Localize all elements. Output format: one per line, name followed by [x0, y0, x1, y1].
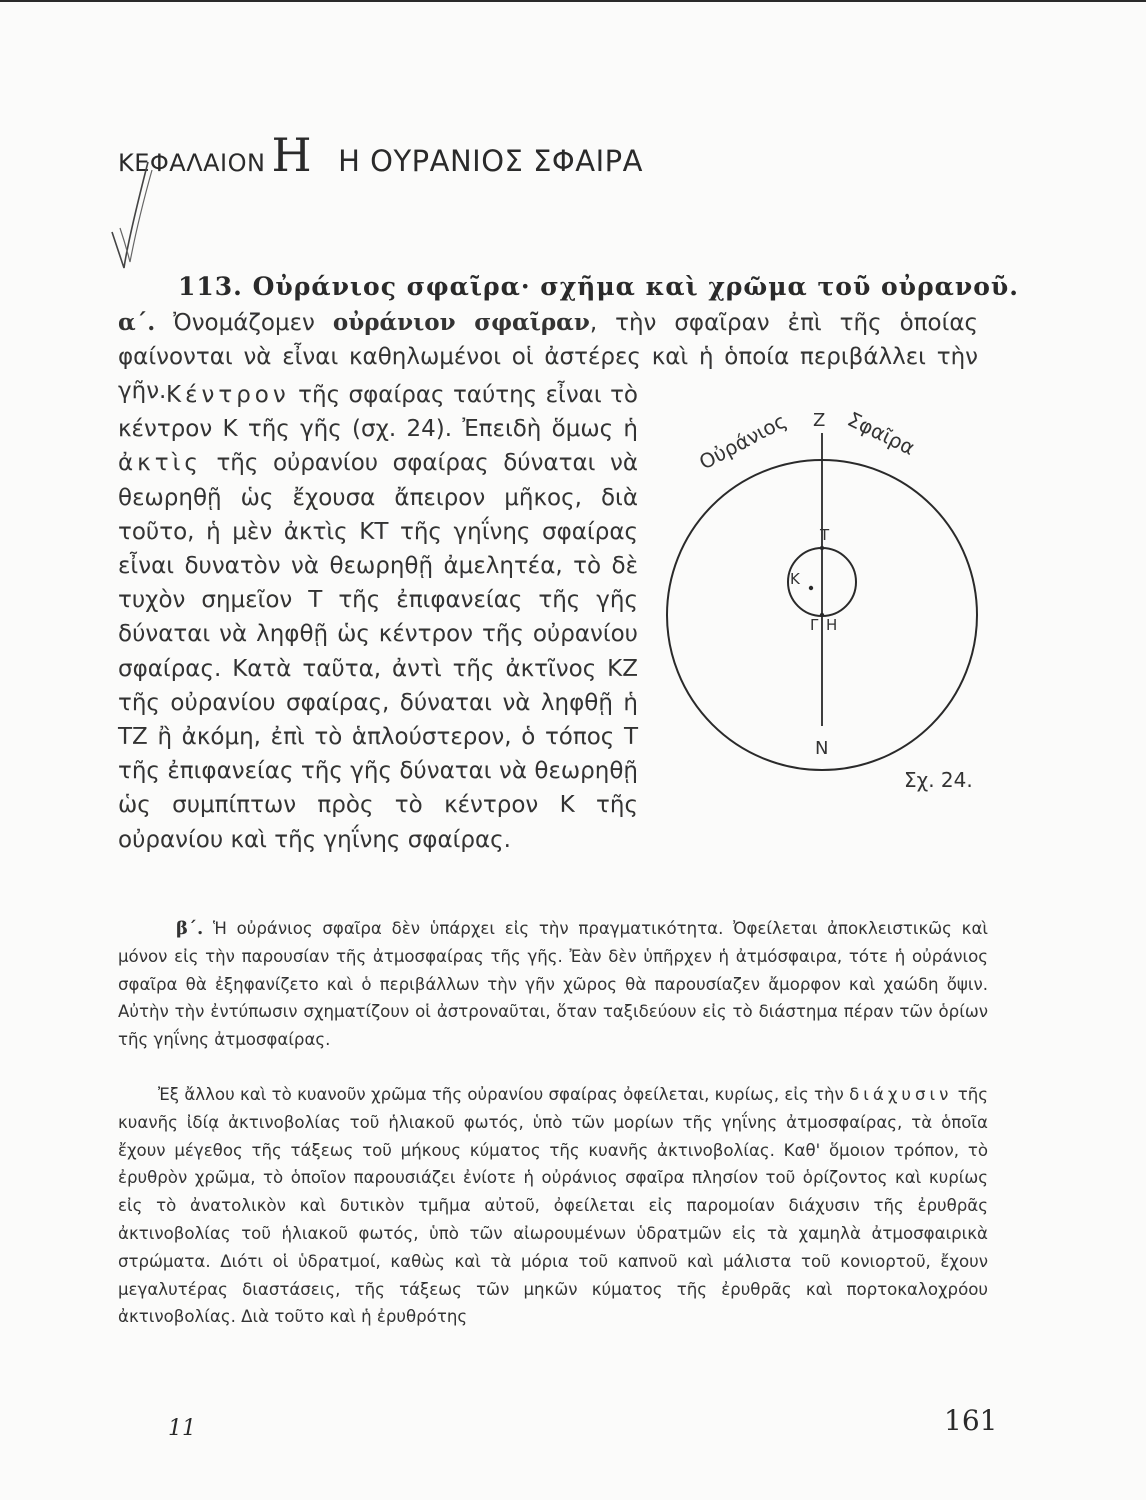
figure-caption: Σχ. 24.: [904, 768, 973, 792]
chapter-letter: Η: [271, 128, 313, 182]
paragraph-beta-text: Ἡ οὐράνιος σφαῖρα δὲν ὑπάρχει εἰς τὴν πραγματικότητα. Ὀφείλεται ἀποκλειστικῶς καὶ μόνον εἰς τὴν παρουσίαν τῆς ἀτμοσφαίρας τῆς γῆς. Ἐὰν δὲν ὑπῆρχεν ἡ ἀτμόσφαιρα, τότε ἡ οὐράνιος σφαῖρα θὰ ἐξηφανίζετο καὶ ὁ περιβάλλων τὴν γῆν χῶρος θὰ παρουσίαζεν ἄμορφον καὶ χαώδη ὄψιν. Αὐτὴν τὴν ἐντύπωσιν σχηματίζουν οἱ ἀστροναῦται, ὅταν ταξιδεύουν εἰς τὸ διάστημα πέραν τῶν ὁρίων τῆς γηΐνης ἀτμοσφαίρας.: [118, 919, 988, 1050]
label-K: Κ: [790, 570, 800, 588]
chapter-heading: [118, 128, 643, 182]
paragraph-kentron-text2: τῆς οὐρανίου σφαίρας δύναται νὰ θεωρηθῇ ὡς ἔχουσα ἄπειρον μῆκος, διὰ τοῦτο, ἡ μὲν ἀκτὶς ΚΤ τῆς γηΐνης σφαίρας εἶναι δυνατὸν νὰ θεωρηθῇ ἀμελητέα, τὸ δὲ τυχὸν σημεῖον Τ τῆς ἐπιφανείας τῆς γῆς δύναται νὰ ληφθῇ ὡς κέντρον τῆς οὐρανίου σφαίρας. Κατὰ ταῦτα, ἀντὶ τῆς ἀκτῖνος ΚΖ τῆς οὐρανίου σφαίρας, δύναται νὰ ληφθῇ ἡ ΤΖ ἢ ἀκόμη, ἐπὶ τὸ ἁπλούστερον, ὁ τόπος Τ τῆς ἐπιφανείας τῆς γῆς δύναται νὰ θεωρηθῇ ὡς συμπίπτων πρὸς τὸ κέντρον Κ τῆς οὐρανίου καὶ τῆς γηΐνης σφαίρας.: [118, 450, 638, 853]
handwritten-check-mark: [108, 150, 168, 280]
celestial-sphere-diagram: [656, 398, 996, 798]
label-H: Η: [826, 616, 838, 634]
paragraph-beta: [118, 915, 988, 1054]
paragraph-alpha-text2: , τὴν σφαῖραν ἐπὶ τῆς ὁποίας φαίνονται νὰ εἶναι καθηλωμένοι οἱ ἀστέρες καὶ ἡ ὁποία περιβάλλει τὴν γῆν.: [118, 310, 979, 405]
paragraph-alpha-term: οὐράνιον σφαῖραν: [332, 309, 590, 336]
paragraph-kentron-text1: τῆς σφαίρας ταύτης εἶναι τὸ κέντρον Κ τῆς γῆς (σχ. 24). Ἐπειδὴ ὅμως ἡ: [118, 382, 638, 443]
paragraph-alpha-mark: α΄.: [118, 309, 156, 336]
paragraph-color-text2: τῆς κυανῆς ἰδίᾳ ἀκτινοβολίας τοῦ ἡλιακοῦ φωτός, ὑπὸ τῶν μορίων τῆς γηΐνης ἀτμοσφαίρας, τὰ ὁποῖα ἔχουν μέγεθος τῆς τάξεως τοῦ μήκους κύματος τῆς κυανῆς ἀκτινοβολίας. Καθ' ὅμοιον τρόπον, τὸ ἐρυθρὸν χρῶμα, τὸ ὁποῖον παρουσιάζει ἐνίοτε ἡ οὐράνιος σφαῖρα πλησίον τοῦ ὁρίζοντος καὶ κυρίως εἰς τὸ ἀνατολικὸν καὶ δυτικὸν τμῆμα αὐτοῦ, ὀφείλεται εἰς παρομοίαν διάχυσιν τῆς ἐρυθρᾶς ἀκτινοβολίας τοῦ ἡλιακοῦ φωτός, ὑπὸ τῶν αἰωρουμένων ὑδρατμῶν εἰς τὰ χαμηλὰ ἀτμοσφαιρικὰ στρώματα. Διότι οἱ ὑδρατμοί, καθὼς καὶ τὰ μόρια τοῦ καπνοῦ καὶ μάλιστα τοῦ κονιορτοῦ, ἔχουν μεγαλυτέρας διαστάσεις, τῆς τάξεως τῶν μηκῶν κύματος τῆς ἐρυθρᾶς καὶ πορτοκαλοχρόου ἀκτινοβολίας. Διὰ τοῦτο καὶ ἡ ἐρυθρότης: [118, 1085, 988, 1327]
label-G: Γ: [810, 616, 819, 634]
chapter-title: Η ΟΥΡΑΝΙΟΣ ΣΦΑΙΡΑ: [338, 144, 643, 178]
paragraph-kentron: [118, 378, 638, 857]
paragraph-color-text1: Ἐξ ἄλλου καὶ τὸ κυανοῦν χρῶμα τῆς οὐρανίου σφαίρας ὀφείλεται, κυρίως, εἰς τὴν: [158, 1085, 850, 1104]
label-Z: Ζ: [813, 410, 826, 431]
arc-label-right: Σφαῖρα: [843, 406, 919, 460]
arc-label-left: Οὐράνιος: [695, 408, 791, 475]
label-T: Τ: [820, 526, 830, 544]
signature-mark: 11: [168, 1416, 196, 1441]
page-number: 161: [944, 1404, 998, 1437]
spaced-term-aktis: ἀκτὶς: [118, 450, 202, 477]
point-GH: [820, 613, 824, 617]
spaced-term-diachysin: διάχυσιν: [849, 1085, 953, 1104]
paragraph-alpha-text1: Ὀνομάζομεν: [155, 310, 333, 336]
section-heading: 113. Οὐράνιος σφαῖρα· σχῆμα καὶ χρῶμα τοῦ οὐρανοῦ.: [178, 272, 1019, 301]
paragraph-beta-mark: β΄.: [176, 918, 204, 939]
point-T: [820, 546, 824, 550]
label-N: Ν: [815, 738, 829, 759]
top-border-line: [0, 0, 1146, 2]
paragraph-color: [118, 1081, 988, 1331]
chapter-label: ΚΕΦΑΛΑΙΟΝ: [118, 149, 266, 177]
point-K: [809, 586, 813, 590]
spaced-term-kentron: Κέντρον: [166, 382, 290, 408]
